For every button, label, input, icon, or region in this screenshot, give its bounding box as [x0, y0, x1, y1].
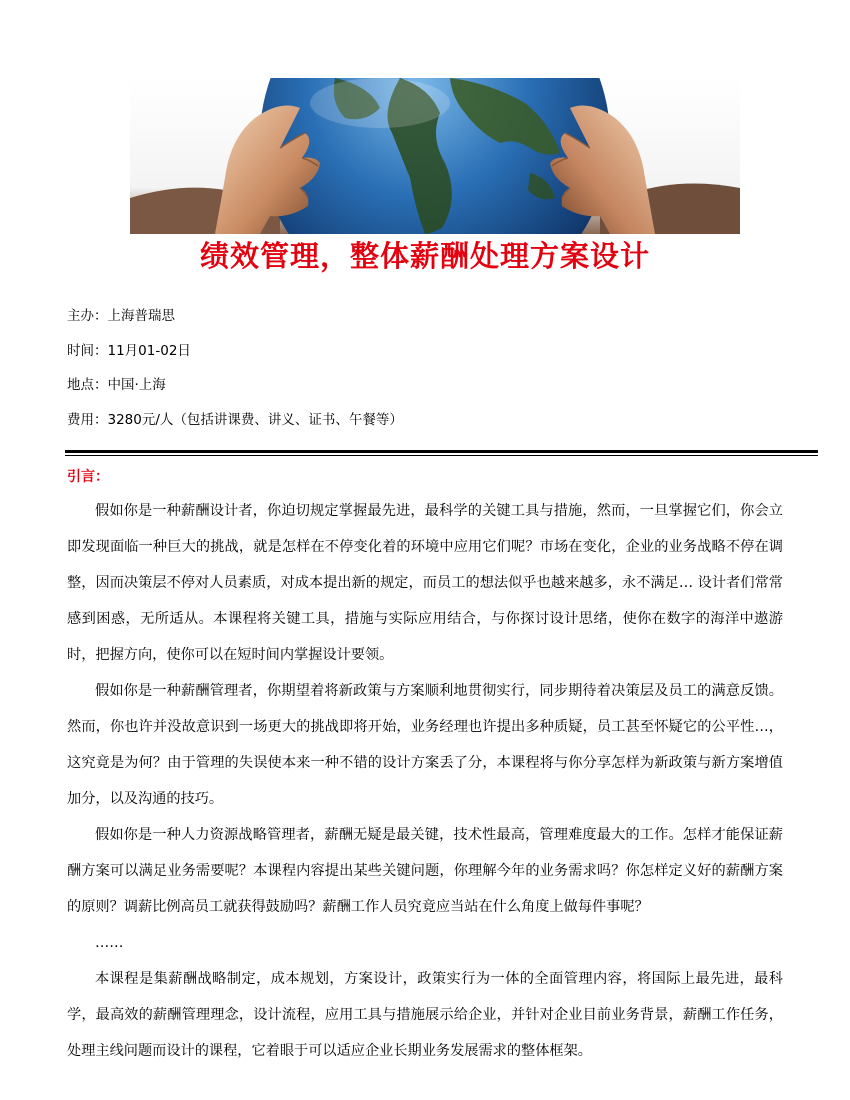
- divider-thin: [65, 455, 818, 456]
- time-line: 时间：11月01-02日: [67, 343, 191, 359]
- paragraph-designer: 假如你是一种薪酬设计者，你迫切规定掌握最先进，最科学的关键工具与措施，然而，一旦掌握它们，你会立即发现面临一种巨大的挑战，就是怎样在不停变化着的环境中应用它们呢？市场在变化，企业的业务战略不停在调整，因而决策层不停对人员素质，对成本提出新的规定，而员工的想法似乎也越来越多，永不满足… 设计者们常常感到困惑，无所适从。本课程将关键工具，措施与实际应用结合，与你探讨设计思绪，使你在数字的海洋中遨游时，把握方向，使你可以在短时间内掌握设计要领。: [67, 503, 783, 663]
- intro-label: 引言：: [67, 469, 109, 485]
- organizer-line: 主办：上海普瑞思: [67, 308, 175, 324]
- paragraph-ellipsis: ……: [95, 935, 124, 951]
- page-title: 绩效管理，整体薪酬处理方案设计: [199, 239, 650, 273]
- paragraph-course-summary: 本课程是集薪酬战略制定，成本规划，方案设计，政策实行为一体的全面管理内容，将国际上最先进，最科学，最高效的薪酬管理理念，设计流程，应用工具与措施展示给企业，并针对企业目前业务背景，薪酬工作任务，处理主线问题而设计的课程，它着眼于可以适应企业长期业务发展需求的整体框架。: [67, 971, 783, 1059]
- paragraph-hr-strategist: 假如你是一种人力资源战略管理者，薪酬无疑是最关键，技术性最高，管理难度最大的工作。怎样才能保证薪酬方案可以满足业务需要呢？本课程内容提出某些关键问题，你理解今年的业务需求吗？你怎样定义好的薪酬方案的原则？调薪比例高员工就获得鼓励吗？薪酬工作人员究竟应当站在什么角度上做每件事呢？: [67, 827, 783, 915]
- banner-image: [130, 78, 740, 234]
- fee-line: 费用：3280元/人（包括讲课费、讲义、证书、午餐等）: [67, 412, 403, 428]
- paragraph-manager: 假如你是一种薪酬管理者，你期望着将新政策与方案顺利地贯彻实行，同步期待着决策层及员工的满意反馈。然而，你也许并没故意识到一场更大的挑战即将开始，业务经理也许提出多种质疑，员工甚至怀疑它的公平性…，这究竟是为何？由于管理的失误使本来一种不错的设计方案丢了分，本课程将与你分享怎样为新政策与新方案增值加分，以及沟通的技巧。: [67, 683, 783, 807]
- divider-thick: [65, 450, 818, 453]
- location-line: 地点：中国·上海: [67, 377, 166, 393]
- intro-body: [67, 493, 783, 1069]
